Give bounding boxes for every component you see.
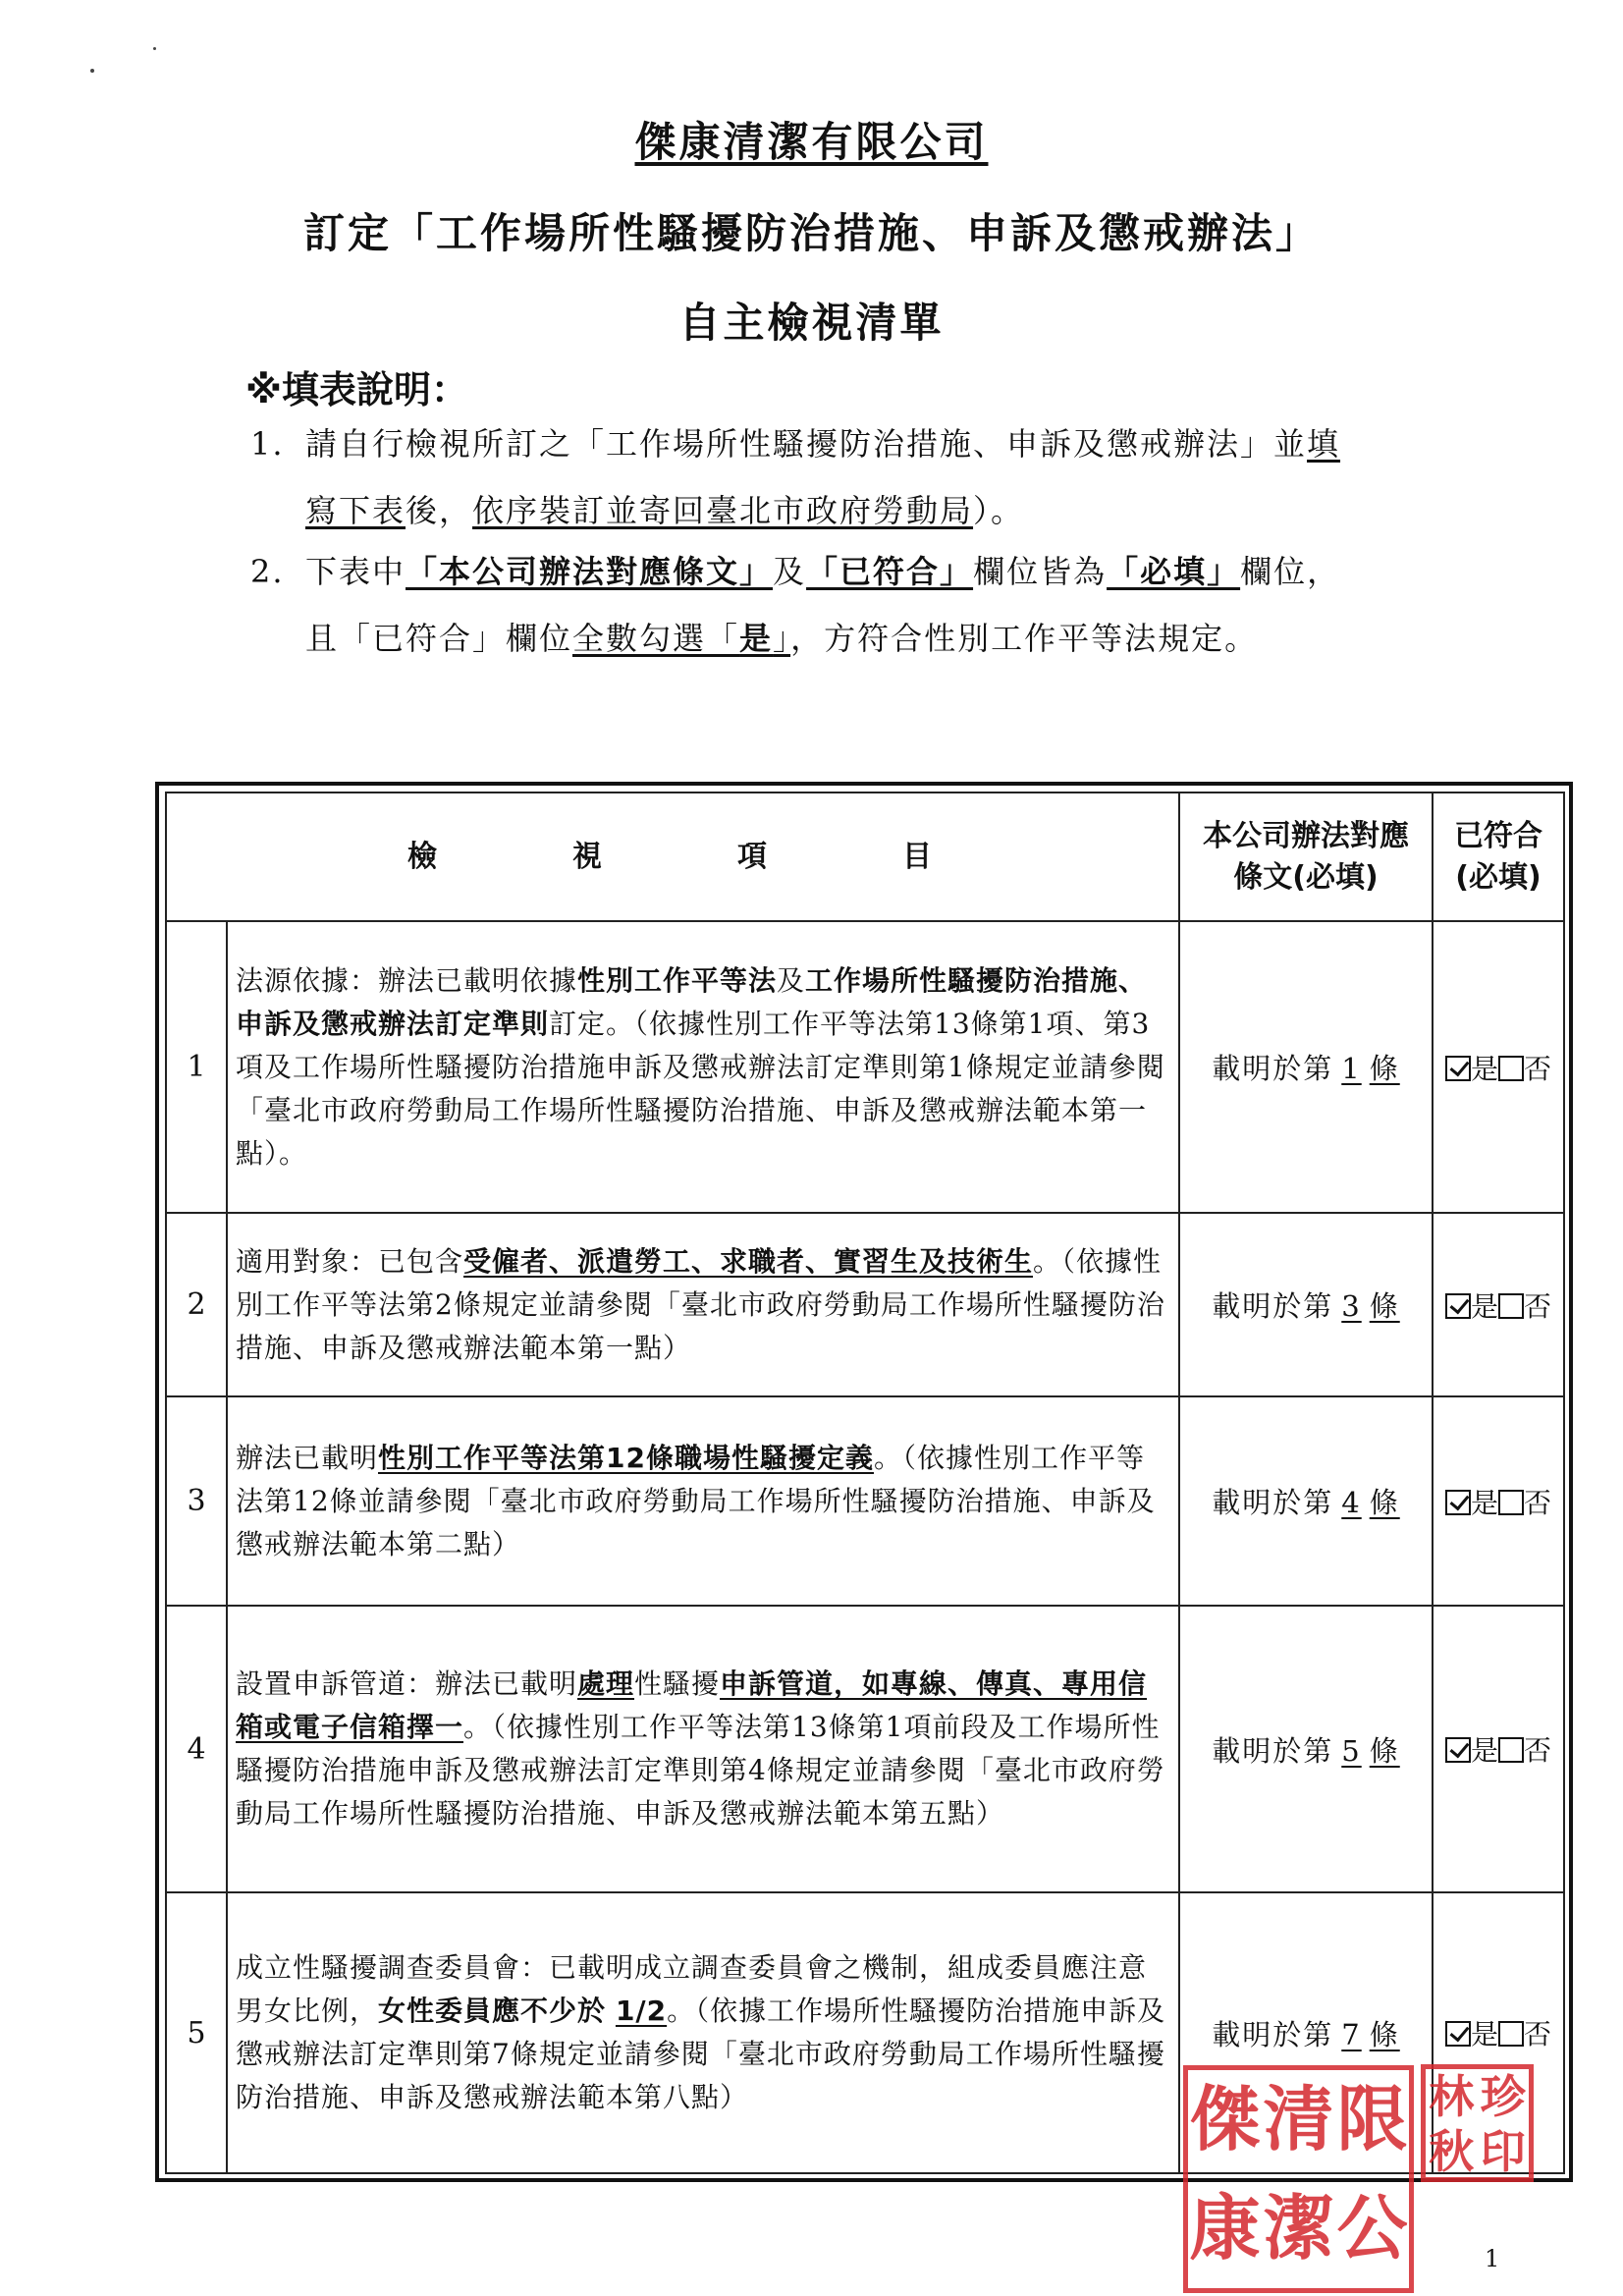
article-reference[interactable]: 載明於第 3 條	[1179, 1213, 1433, 1396]
owner-seal-stamp: 林 珍 秋 印	[1421, 2064, 1534, 2182]
row-number: 2	[166, 1213, 227, 1396]
yes-checkbox[interactable]	[1445, 1056, 1471, 1081]
article-reference[interactable]: 載明於第 7 條	[1179, 1892, 1433, 2173]
company-name: 傑康清潔有限公司	[634, 118, 989, 166]
row-number: 1	[166, 921, 227, 1213]
header-compliance: 已符合 (必填)	[1433, 793, 1564, 921]
table-row	[166, 1213, 1564, 1396]
table-row	[166, 1396, 1564, 1606]
instruction-item-1: 1. 請自行檢視所訂之「工作場所性騷擾防治措施、申訴及懲戒辦法」並填 寫下表後，依序裝訂並寄回臺北市政府勞動局）。	[250, 425, 1341, 529]
yes-checkbox[interactable]	[1445, 2021, 1471, 2047]
page-number: 1	[1485, 2245, 1500, 2272]
yes-checkbox[interactable]	[1445, 1293, 1471, 1319]
table-row	[166, 1606, 1564, 1892]
table-header-row	[166, 793, 1564, 921]
compliance-cell: 是 否	[1433, 1213, 1564, 1396]
no-checkbox[interactable]	[1498, 2021, 1524, 2047]
yes-checkbox[interactable]	[1445, 1490, 1471, 1515]
document-subtitle: 自主檢視清單	[678, 299, 945, 347]
review-item-text: 成立性騷擾調查委員會：已載明成立調查委員會之機制，組成委員應注意男女比例，女性委員應不少於 1/2。（依據工作場所性騷擾防治措施申訴及懲戒辦法訂定準則第7條規定並請參閱「臺北市政府勞動局工作場所性騷擾防治措施、申訴及懲戒辦法範本第八點）	[227, 1892, 1179, 2173]
row-number: 5	[166, 1892, 227, 2173]
no-checkbox[interactable]	[1498, 1490, 1524, 1515]
compliance-cell: 是 否	[1433, 1396, 1564, 1606]
review-item-text: 設置申訴管道：辦法已載明處理性騷擾申訴管道，如專線、傳真、專用信箱或電子信箱擇一。（依據性別工作平等法第13條第1項前段及工作場所性騷擾防治措施申訴及懲戒辦法訂定準則第4條規定並請參閱「臺北市政府勞動局工作場所性騷擾防治措施、申訴及懲戒辦法範本第五點）	[227, 1606, 1179, 1892]
row-number: 4	[166, 1606, 227, 1892]
review-item-text: 法源依據：辦法已載明依據性別工作平等法及工作場所性騷擾防治措施、申訴及懲戒辦法訂定準則訂定。（依據性別工作平等法第13條第1項、第3項及工作場所性騷擾防治措施申訴及懲戒辦法訂定準則第1條規定並請參閱「臺北市政府勞動局工作場所性騷擾防治措施、申訴及懲戒辦法範本第一點）。	[227, 921, 1179, 1213]
no-checkbox[interactable]	[1498, 1293, 1524, 1319]
review-item-text: 辦法已載明性別工作平等法第12條職場性騷擾定義。（依據性別工作平等法第12條並請參閱「臺北市政府勞動局工作場所性騷擾防治措施、申訴及懲戒辦法範本第二點）	[227, 1396, 1179, 1606]
no-checkbox[interactable]	[1498, 1737, 1524, 1763]
scan-speck	[90, 69, 94, 73]
compliance-cell: 是 否	[1433, 1892, 1564, 2173]
no-checkbox[interactable]	[1498, 1056, 1524, 1081]
compliance-cell: 是 否	[1433, 921, 1564, 1213]
header-review-item: 檢 視 項 目	[166, 793, 1179, 921]
yes-checkbox[interactable]	[1445, 1737, 1471, 1763]
document-title: 訂定「工作場所性騷擾防治措施、申訴及懲戒辦法」	[302, 209, 1320, 257]
article-reference[interactable]: 載明於第 5 條	[1179, 1606, 1433, 1892]
checklist-table	[165, 792, 1565, 2174]
article-reference[interactable]: 載明於第 1 條	[1179, 921, 1433, 1213]
header-article: 本公司辦法對應 條文(必填)	[1179, 793, 1433, 921]
instruction-item-2: 2. 下表中「本公司辦法對應條文」及「已符合」欄位皆為「必填」欄位， 且「已符合」欄位全數勾選「是」，方符合性別工作平等法規定。	[250, 553, 1341, 657]
company-seal-stamp: 傑 清 限 康 潔 公	[1183, 2065, 1414, 2293]
row-number: 3	[166, 1396, 227, 1606]
scan-speck	[153, 47, 156, 50]
table-row	[166, 921, 1564, 1213]
instructions-heading: ※填表說明：	[245, 368, 468, 411]
article-reference[interactable]: 載明於第 4 條	[1179, 1396, 1433, 1606]
review-item-text: 適用對象：已包含受僱者、派遣勞工、求職者、實習生及技術生。（依據性別工作平等法第2條規定並請參閱「臺北市政府勞動局工作場所性騷擾防治措施、申訴及懲戒辦法範本第一點）	[227, 1213, 1179, 1396]
compliance-cell: 是 否	[1433, 1606, 1564, 1892]
